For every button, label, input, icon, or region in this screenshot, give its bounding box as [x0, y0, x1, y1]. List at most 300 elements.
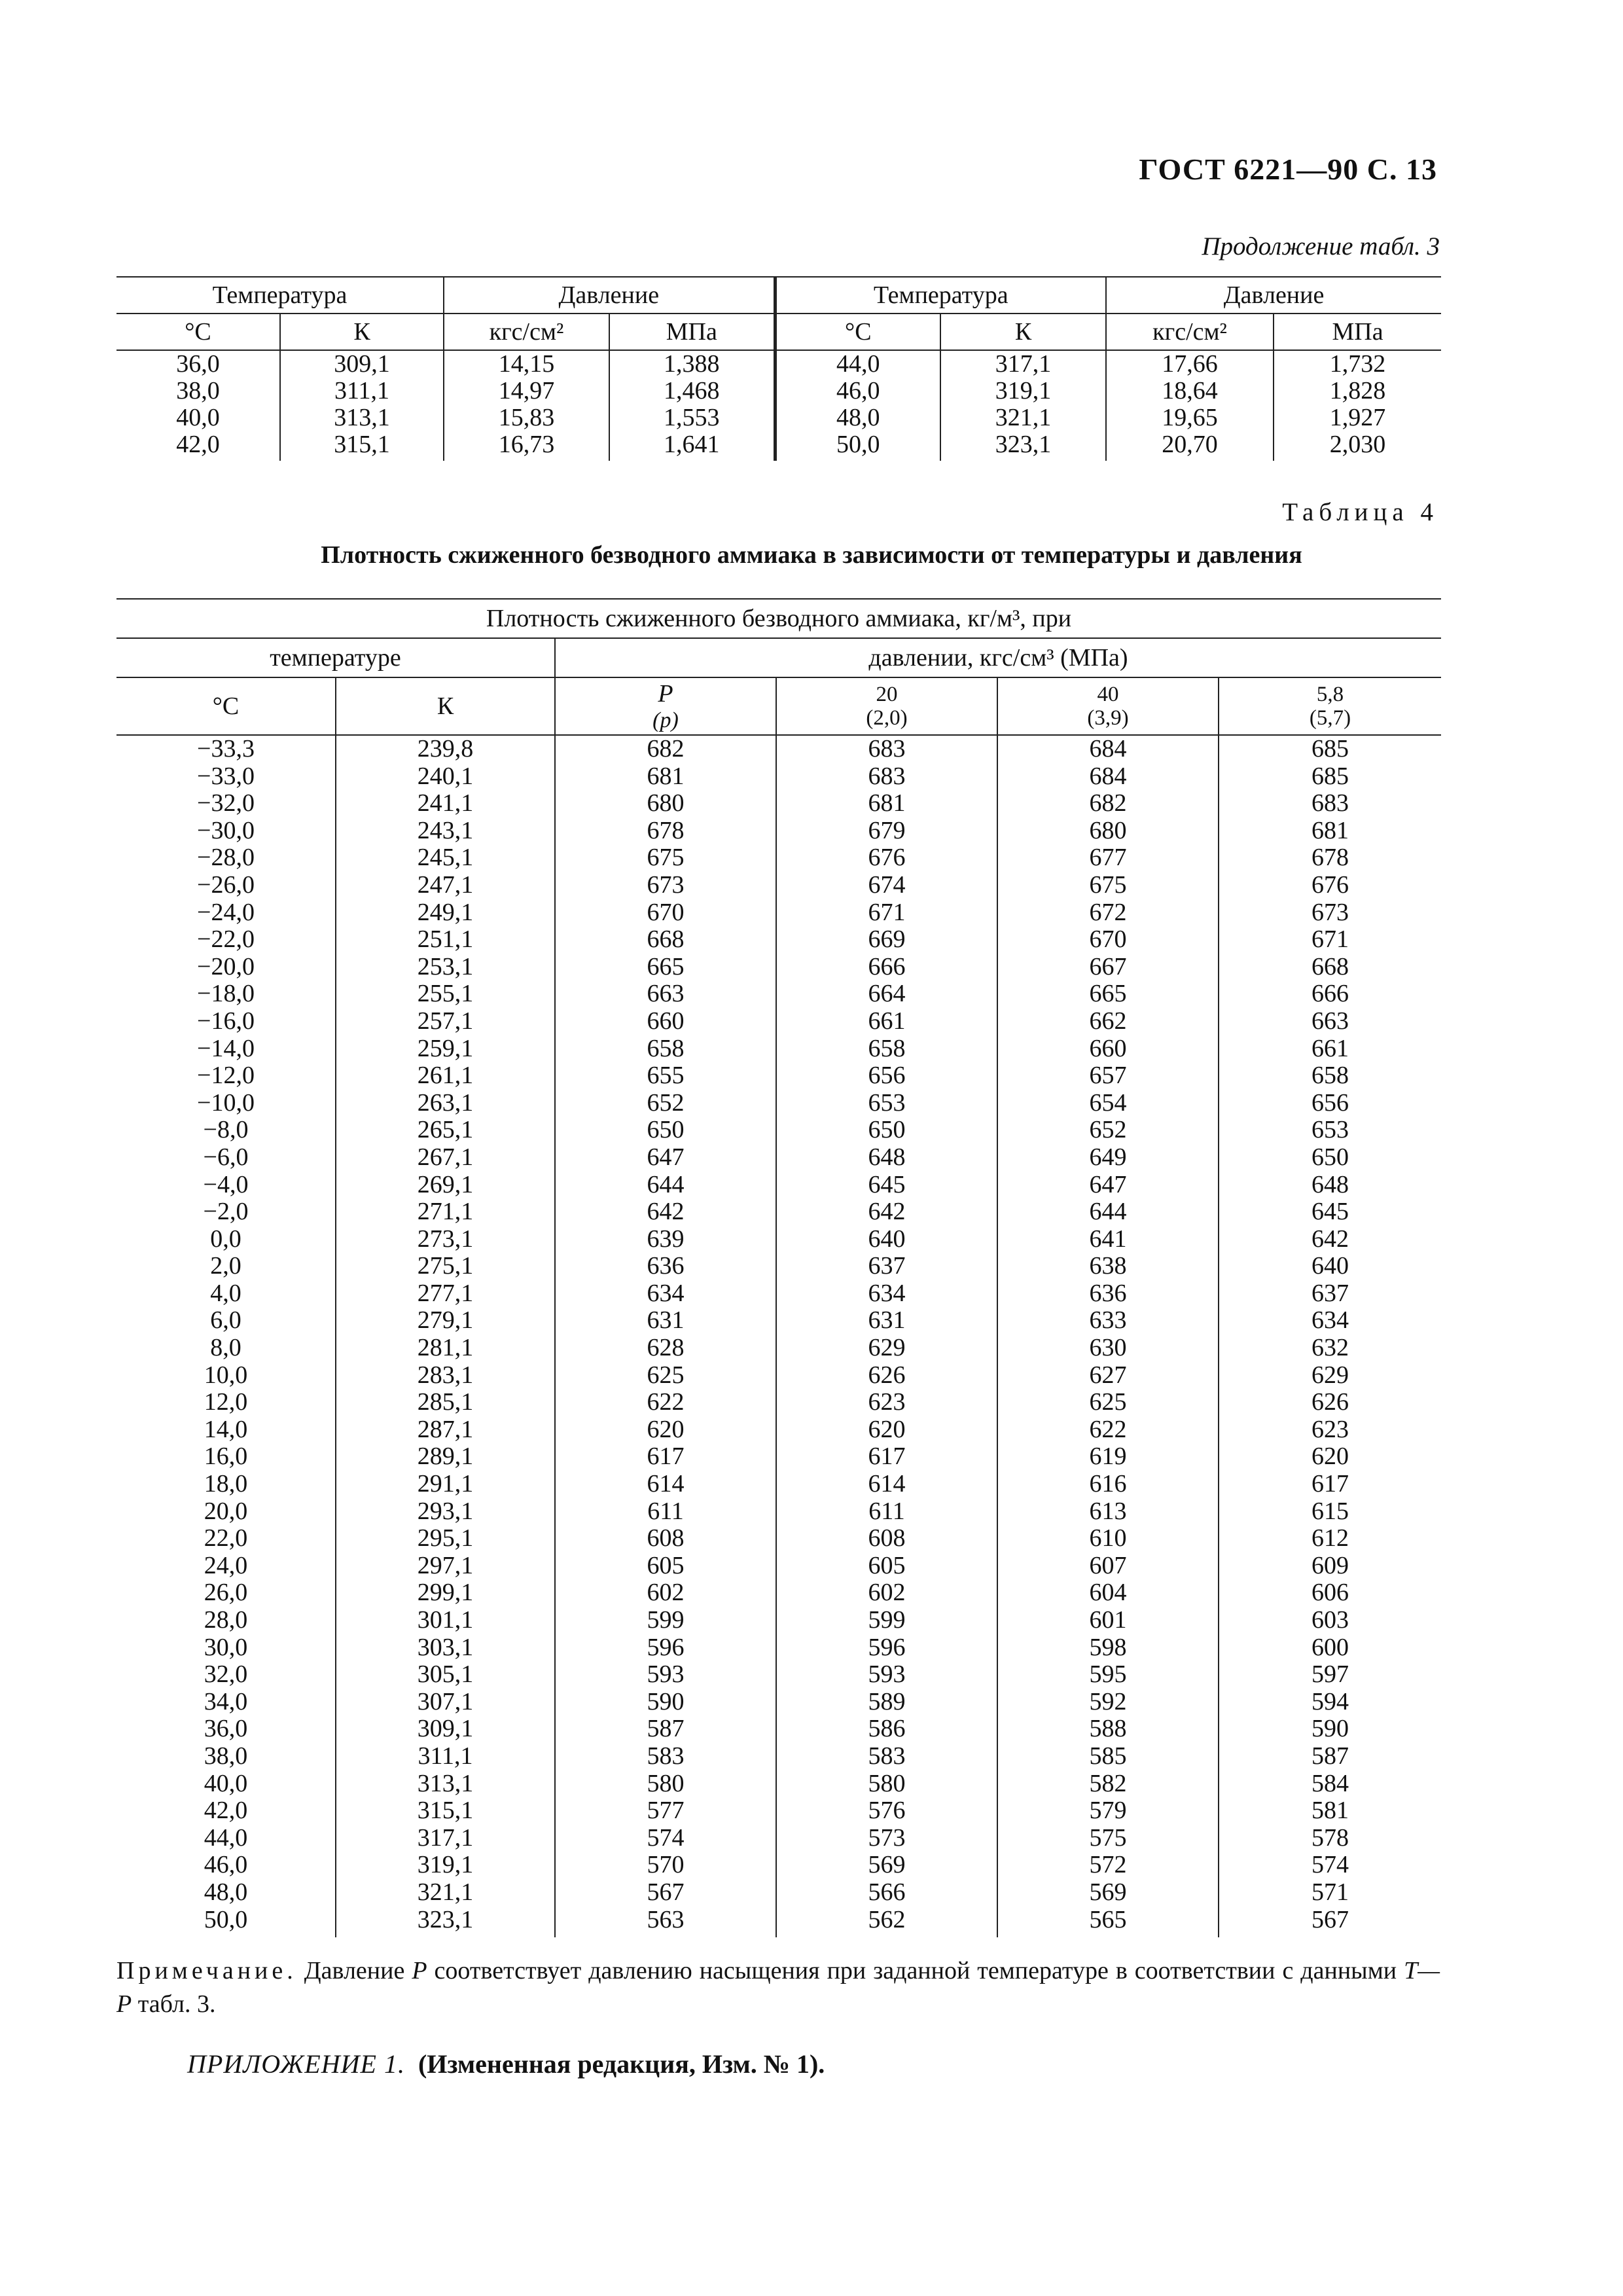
table-cell: 628	[555, 1335, 776, 1362]
table-cell: −32,0	[197, 789, 255, 817]
table-cell: 18,64	[1106, 378, 1274, 404]
table-row	[116, 1825, 1441, 1852]
table-cell: 1,553	[609, 404, 775, 431]
table-cell: 241,1	[336, 790, 555, 817]
table-row	[116, 1144, 1441, 1172]
table-cell: 653	[1219, 1117, 1441, 1144]
col-value-mpa: (3,9)	[1087, 706, 1129, 730]
table-cell: 2,030	[1274, 431, 1441, 461]
table-cell: 619	[997, 1443, 1219, 1471]
table-cell: 48,0	[204, 1878, 248, 1906]
table-cell: 642	[555, 1198, 776, 1226]
table-cell: 317,1	[336, 1825, 555, 1852]
table-cell: 38,0	[176, 377, 220, 404]
note-text: Давление	[296, 1957, 412, 1984]
table-cell: 647	[555, 1144, 776, 1172]
page-header: ГОСТ 6221—90 С. 13	[1139, 152, 1437, 186]
col-value: 20	[876, 683, 898, 706]
table-row	[116, 1090, 1441, 1117]
table-cell: 657	[997, 1062, 1219, 1090]
table-cell: −33,3	[197, 735, 255, 762]
table-cell: 592	[997, 1689, 1219, 1716]
table-cell: 313,1	[336, 1770, 555, 1798]
table-cell: 636	[997, 1280, 1219, 1308]
table-cell: 681	[776, 790, 997, 817]
col-value: 5,8	[1316, 683, 1344, 706]
table-cell: 678	[1219, 844, 1441, 872]
table-cell: 623	[1219, 1416, 1441, 1444]
table-cell: 50,0	[204, 1905, 248, 1933]
table-cell: 303,1	[336, 1634, 555, 1662]
table-cell: 8,0	[210, 1334, 241, 1362]
table-cell: 6,0	[210, 1306, 241, 1335]
table-cell: 685	[1219, 763, 1441, 791]
table-cell: 612	[1219, 1525, 1441, 1552]
table-cell: −10,0	[197, 1088, 255, 1117]
table-cell: 323,1	[336, 1907, 555, 1938]
table-cell: 589	[776, 1689, 997, 1716]
table-cell: 595	[997, 1661, 1219, 1689]
table-cell: 629	[776, 1335, 997, 1362]
note-text: табл. 3.	[132, 1990, 216, 2018]
table-row	[116, 1307, 1441, 1335]
col-value-mpa: (5,7)	[1309, 706, 1351, 730]
table-row	[116, 1552, 1441, 1580]
table-cell: 587	[555, 1715, 776, 1743]
table-cell: 601	[997, 1607, 1219, 1634]
table-cell: 663	[555, 980, 776, 1008]
table-cell: 16,0	[204, 1443, 248, 1471]
table-cell: 578	[1219, 1825, 1441, 1852]
table-cell: −24,0	[197, 898, 255, 926]
table-cell: 587	[1219, 1743, 1441, 1770]
table-cell: 594	[1219, 1689, 1441, 1716]
table-cell: −18,0	[197, 980, 255, 1008]
table-cell: 317,1	[940, 350, 1106, 378]
table-cell: 652	[555, 1090, 776, 1117]
table-cell: 665	[555, 954, 776, 981]
table-cell: 608	[776, 1525, 997, 1552]
unit-header: °С	[775, 314, 940, 350]
table-cell: 574	[555, 1825, 776, 1852]
table-cell: 574	[1219, 1852, 1441, 1879]
table-row	[116, 1226, 1441, 1253]
table-cell: 565	[997, 1907, 1219, 1938]
table-cell: 19,65	[1106, 404, 1274, 431]
table-row	[116, 1852, 1441, 1879]
table-cell: 669	[776, 926, 997, 954]
table-row	[116, 431, 1441, 461]
table-cell: 579	[997, 1797, 1219, 1825]
unit-header: МПа	[1274, 314, 1441, 350]
table-cell: 634	[555, 1280, 776, 1308]
table-cell: 682	[555, 735, 776, 763]
table-cell: 645	[1219, 1198, 1441, 1226]
table-cell: 663	[1219, 1008, 1441, 1035]
table-row	[116, 1579, 1441, 1607]
table-cell: 614	[555, 1471, 776, 1498]
table-row	[116, 980, 1441, 1008]
unit-header: кгс/см²	[1106, 314, 1274, 350]
table-cell: 1,388	[609, 350, 775, 378]
table-cell: 15,83	[444, 404, 609, 431]
col-pressure-20	[776, 677, 997, 735]
table-row	[116, 1879, 1441, 1907]
table-cell: 661	[1219, 1035, 1441, 1063]
table-cell: 34,0	[204, 1687, 248, 1715]
table-row	[116, 735, 1441, 763]
table-cell: 20,0	[204, 1497, 248, 1525]
table-cell: −12,0	[197, 1062, 255, 1090]
table-cell: 271,1	[336, 1198, 555, 1226]
note-symbol: P	[412, 1957, 427, 1984]
table-cell: 670	[997, 926, 1219, 954]
header-temperature-2: Температура	[775, 277, 1106, 314]
unit-header: °С	[116, 314, 280, 350]
table-cell: 681	[555, 763, 776, 791]
table-cell: 18,0	[204, 1470, 248, 1498]
table-cell: 12,0	[204, 1388, 248, 1416]
table-cell: 315,1	[336, 1797, 555, 1825]
table-note	[116, 1954, 1440, 2021]
table-cell: 672	[997, 899, 1219, 927]
table-cell: 599	[776, 1607, 997, 1634]
note-symbol: T—P	[116, 1957, 1440, 2018]
table-cell: 631	[776, 1307, 997, 1335]
table-cell: 676	[776, 844, 997, 872]
table-cell: 239,8	[336, 735, 555, 763]
table-row	[116, 1689, 1441, 1716]
table-cell: 632	[1219, 1335, 1441, 1362]
table-cell: 251,1	[336, 926, 555, 954]
table-cell: 36,0	[176, 350, 220, 378]
table-cell: 605	[555, 1552, 776, 1580]
table-cell: 44,0	[775, 350, 940, 378]
table-cell: 36,0	[204, 1715, 248, 1743]
table-cell: 1,927	[1274, 404, 1441, 431]
table-cell: 645	[776, 1172, 997, 1199]
table-cell: 277,1	[336, 1280, 555, 1308]
table-cell: 666	[1219, 980, 1441, 1008]
table-cell: 287,1	[336, 1416, 555, 1444]
table-cell: 602	[776, 1579, 997, 1607]
table-row	[116, 1443, 1441, 1471]
table-cell: 623	[776, 1389, 997, 1416]
table-cell: 631	[555, 1307, 776, 1335]
table-cell: 275,1	[336, 1253, 555, 1280]
table-cell: 569	[997, 1879, 1219, 1907]
table-cell: 648	[776, 1144, 997, 1172]
table-row	[116, 1416, 1441, 1444]
table-cell: 636	[555, 1253, 776, 1280]
table-row	[116, 1198, 1441, 1226]
table-cell: 289,1	[336, 1443, 555, 1471]
table-cell: 261,1	[336, 1062, 555, 1090]
table-cell: 653	[776, 1090, 997, 1117]
table-cell: 617	[1219, 1471, 1441, 1498]
table-number: Таблица 4	[1282, 498, 1438, 526]
table-cell: 293,1	[336, 1498, 555, 1526]
appendix-text: (Измененная редакция, Изм. № 1).	[418, 2049, 825, 2079]
table-cell: −33,0	[197, 762, 255, 790]
table-cell: 295,1	[336, 1525, 555, 1552]
table-cell: 26,0	[204, 1579, 248, 1607]
col-value-mpa: (2,0)	[866, 706, 908, 730]
table-cell: 40,0	[204, 1769, 248, 1797]
table-cell: 658	[1219, 1062, 1441, 1090]
table-cell: 590	[1219, 1715, 1441, 1743]
table-cell: 611	[776, 1498, 997, 1526]
col-value: 40	[1097, 683, 1119, 706]
table-row	[116, 817, 1441, 845]
table-cell: 606	[1219, 1579, 1441, 1607]
table-row	[116, 1770, 1441, 1798]
table-cell: 40,0	[176, 404, 220, 431]
table-cell: 17,66	[1106, 350, 1274, 378]
table-row	[116, 1907, 1441, 1938]
table-row	[116, 926, 1441, 954]
unit-header: К	[940, 314, 1106, 350]
table-cell: 590	[555, 1689, 776, 1716]
table-cell: 24,0	[204, 1551, 248, 1579]
table-cell: 600	[1219, 1634, 1441, 1662]
table-cell: 629	[1219, 1362, 1441, 1390]
table-row	[116, 1253, 1441, 1280]
table-cell: 562	[776, 1907, 997, 1938]
table-cell: 593	[555, 1661, 776, 1689]
table-cell: 307,1	[336, 1689, 555, 1716]
table-cell: 683	[776, 763, 997, 791]
table-cell: 281,1	[336, 1335, 555, 1362]
table-cell: 1,468	[609, 378, 775, 404]
table-cell: 684	[997, 763, 1219, 791]
table-cell: 597	[1219, 1661, 1441, 1689]
header-pressure-2: Давление	[1106, 277, 1441, 314]
table-cell: 321,1	[336, 1879, 555, 1907]
table-row	[116, 1743, 1441, 1770]
table-cell: 567	[555, 1879, 776, 1907]
header-density-main: Плотность сжиженного безводного аммиака, кг/м³, при	[116, 599, 1441, 638]
table-cell: 581	[1219, 1797, 1441, 1825]
table-cell: 676	[1219, 872, 1441, 899]
table-title: Плотность сжиженного безводного аммиака в зависимости от температуры и давления	[321, 541, 1302, 569]
table-cell: 682	[997, 790, 1219, 817]
header-temperature: температуре	[116, 638, 555, 677]
table-cell: 671	[776, 899, 997, 927]
table-cell: 655	[555, 1062, 776, 1090]
table-cell: −16,0	[197, 1007, 255, 1035]
table-row	[116, 404, 1441, 431]
table-cell: 42,0	[204, 1797, 248, 1825]
table-cell: 684	[997, 735, 1219, 763]
table-cell: 267,1	[336, 1144, 555, 1172]
table-cell: 662	[997, 1008, 1219, 1035]
table-cell: 46,0	[775, 378, 940, 404]
table-cell: 323,1	[940, 431, 1106, 461]
table-row	[116, 1389, 1441, 1416]
table-cell: 648	[1219, 1172, 1441, 1199]
table-cell: 658	[555, 1035, 776, 1063]
table-cell: 291,1	[336, 1471, 555, 1498]
table-cell: 610	[997, 1525, 1219, 1552]
table-3-body	[116, 350, 1441, 461]
table-row	[116, 378, 1441, 404]
table-cell: 563	[555, 1907, 776, 1938]
table-cell: −30,0	[197, 816, 255, 844]
col-saturation-pressure	[555, 677, 776, 735]
table-cell: 649	[997, 1144, 1219, 1172]
table-cell: 14,97	[444, 378, 609, 404]
table-cell: 634	[1219, 1307, 1441, 1335]
table-cell: 617	[555, 1443, 776, 1471]
table-cell: 1,732	[1274, 350, 1441, 378]
table-cell: 613	[997, 1498, 1219, 1526]
table-cell: 245,1	[336, 844, 555, 872]
table-cell: 583	[555, 1743, 776, 1770]
table-cell: 608	[555, 1525, 776, 1552]
table-cell: 640	[776, 1226, 997, 1253]
table-cell: 656	[1219, 1090, 1441, 1117]
table-row	[116, 1607, 1441, 1634]
table-cell: 650	[555, 1117, 776, 1144]
table-cell: 42,0	[176, 431, 220, 458]
table-cell: 602	[555, 1579, 776, 1607]
note-text: соответствует давлению насыщения при заданной температуре в соответствии с данными	[427, 1957, 1404, 1984]
header-temperature-1: Температура	[116, 277, 444, 314]
table-cell: 299,1	[336, 1579, 555, 1607]
table-cell: −2,0	[203, 1198, 249, 1226]
table-cell: 642	[1219, 1226, 1441, 1253]
table-cell: −14,0	[197, 1034, 255, 1062]
table-cell: 671	[1219, 926, 1441, 954]
table-cell: 584	[1219, 1770, 1441, 1798]
table-row	[116, 1797, 1441, 1825]
table-cell: 603	[1219, 1607, 1441, 1634]
table-cell: 567	[1219, 1907, 1441, 1938]
table-cell: 309,1	[280, 350, 444, 378]
col-p-symbol: P	[658, 680, 673, 708]
table-cell: 22,0	[204, 1524, 248, 1552]
table-cell: 670	[555, 899, 776, 927]
table-cell: 677	[997, 844, 1219, 872]
table-cell: 675	[997, 872, 1219, 899]
table-cell: 680	[997, 817, 1219, 845]
table-cell: 660	[555, 1008, 776, 1035]
table-cell: 599	[555, 1607, 776, 1634]
table-cell: 50,0	[775, 431, 940, 461]
table-cell: 622	[555, 1389, 776, 1416]
table-cell: 683	[776, 735, 997, 763]
note-label: Примечание.	[116, 1957, 297, 1984]
table-cell: 664	[776, 980, 997, 1008]
table-cell: 620	[555, 1416, 776, 1444]
table-cell: 319,1	[336, 1852, 555, 1879]
table-cell: 0,0	[210, 1225, 241, 1253]
table-cell: 585	[997, 1743, 1219, 1770]
table-cell: 660	[997, 1035, 1219, 1063]
table-cell: 1,828	[1274, 378, 1441, 404]
table-cell: 668	[1219, 954, 1441, 981]
table-cell: −28,0	[197, 844, 255, 872]
table-cell: 32,0	[204, 1660, 248, 1689]
table-cell: 14,0	[204, 1415, 248, 1443]
table-row	[116, 1525, 1441, 1552]
table-cell: 44,0	[204, 1823, 248, 1852]
table-cell: 311,1	[280, 378, 444, 404]
table-cell: 650	[776, 1117, 997, 1144]
appendix-line	[187, 2049, 825, 2079]
table-row	[116, 1498, 1441, 1526]
table-cell: 249,1	[336, 899, 555, 927]
table-cell: 301,1	[336, 1607, 555, 1634]
table-cell: 658	[776, 1035, 997, 1063]
table-cell: 240,1	[336, 763, 555, 791]
table-cell: −22,0	[197, 925, 255, 954]
table-cell: 630	[997, 1335, 1219, 1362]
table-cell: 30,0	[204, 1633, 248, 1661]
table-cell: 679	[776, 817, 997, 845]
table-cell: 638	[997, 1253, 1219, 1280]
table-cell: 680	[555, 790, 776, 817]
table-cell: −6,0	[203, 1143, 249, 1171]
col-p-sub: (p)	[652, 708, 679, 732]
table-cell: 309,1	[336, 1715, 555, 1743]
table-cell: 596	[555, 1634, 776, 1662]
table-row	[116, 1117, 1441, 1144]
table-cell: 605	[776, 1552, 997, 1580]
table-cell: 644	[555, 1172, 776, 1199]
table-cell: 570	[555, 1852, 776, 1879]
col-pressure-58	[1219, 677, 1441, 735]
table-cell: 673	[1219, 899, 1441, 927]
table-cell: 319,1	[940, 378, 1106, 404]
table-cell: 257,1	[336, 1008, 555, 1035]
table-row	[116, 899, 1441, 927]
unit-header: кгс/см²	[444, 314, 609, 350]
table-cell: −20,0	[197, 952, 255, 980]
table-cell: 20,70	[1106, 431, 1274, 461]
table-cell: 634	[776, 1280, 997, 1308]
table-cell: 311,1	[336, 1743, 555, 1770]
table-cell: 10,0	[204, 1361, 248, 1389]
table-cell: 661	[776, 1008, 997, 1035]
table-cell: 650	[1219, 1144, 1441, 1172]
table-cell: 28,0	[204, 1606, 248, 1634]
table-cell: 263,1	[336, 1090, 555, 1117]
col-celsius: °С	[116, 677, 336, 735]
table-row	[116, 763, 1441, 791]
table-cell: 625	[997, 1389, 1219, 1416]
table-row	[116, 1661, 1441, 1689]
col-kelvin: К	[336, 677, 555, 735]
table-cell: 315,1	[280, 431, 444, 461]
table-cell: 273,1	[336, 1226, 555, 1253]
table-cell: 627	[997, 1362, 1219, 1390]
table-cell: 46,0	[204, 1851, 248, 1879]
table-cell: 16,73	[444, 431, 609, 461]
table-cell: 569	[776, 1852, 997, 1879]
table-row	[116, 1008, 1441, 1035]
table-cell: 609	[1219, 1552, 1441, 1580]
table-cell: 4,0	[210, 1279, 241, 1307]
table-cell: −4,0	[203, 1170, 249, 1198]
table-cell: 666	[776, 954, 997, 981]
table-cell: 285,1	[336, 1389, 555, 1416]
table-row	[116, 1634, 1441, 1662]
table-cell: 576	[776, 1797, 997, 1825]
table-row	[116, 1035, 1441, 1063]
table-cell: 577	[555, 1797, 776, 1825]
